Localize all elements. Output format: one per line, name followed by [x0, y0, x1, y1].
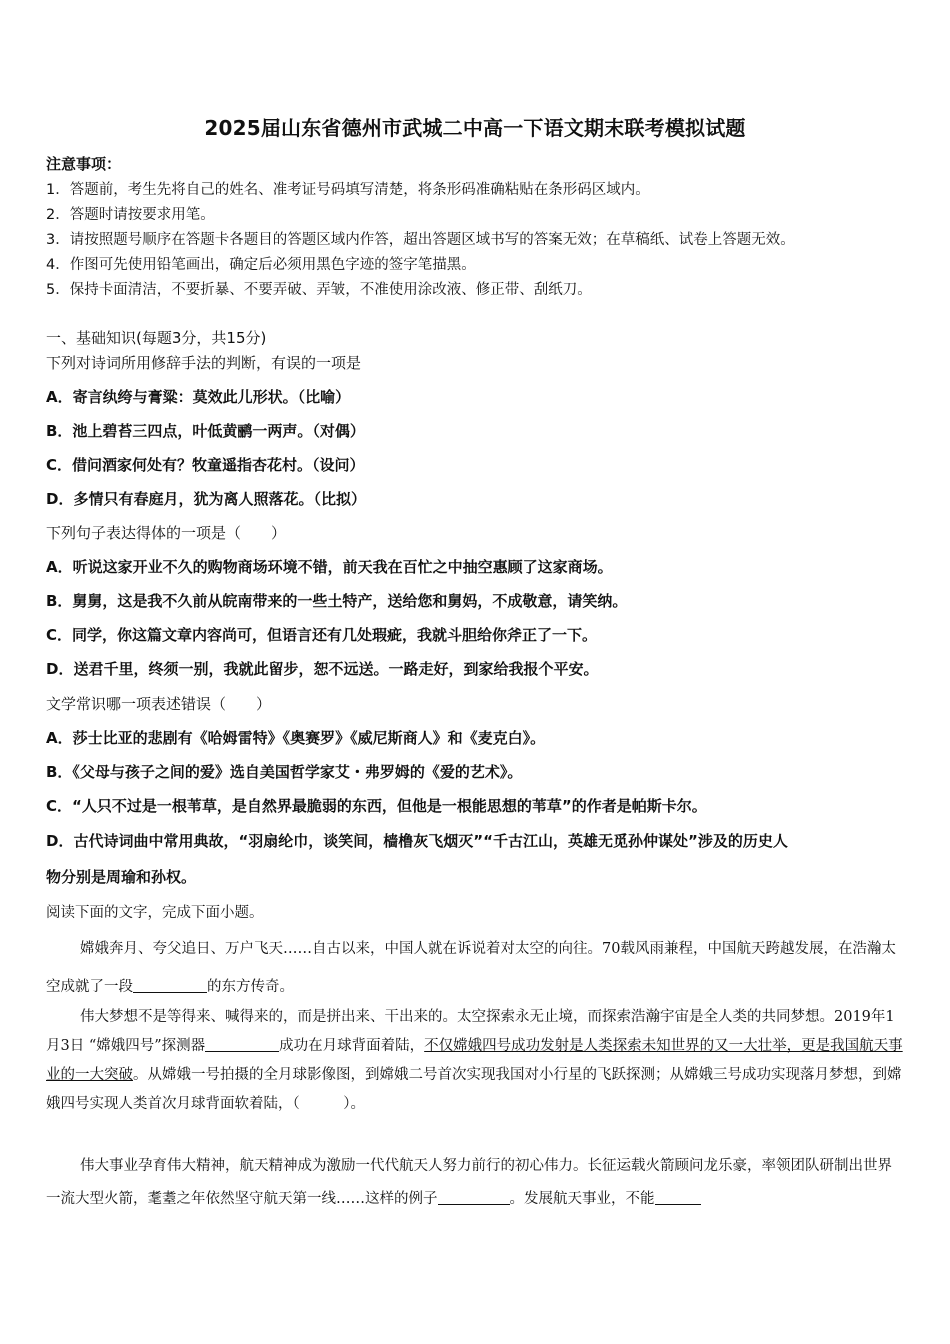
passage-paragraph [46, 930, 906, 1006]
option-c: C．“人只不过是一根苇草，是自然界最脆弱的东西，但他是一根能思想的苇草”的作者是帕斯卡尔。 [46, 797, 707, 815]
option-b: B．池上碧苔三四点，叶低黄鹂一两声。（对偶） [46, 422, 365, 440]
option-d: D．送君千里，终须一别，我就此留步，恕不远送。一路走好，到家给我报个平安。 [46, 660, 599, 678]
section-heading: 一、基础知识(每题3分，共15分) [46, 329, 267, 347]
notice-item: 1．答题前，考生先将自己的姓名、准考证号码填写清楚，将条形码准确粘贴在条形码区域内。 [46, 182, 650, 198]
passage-paragraph [46, 1003, 906, 1119]
option-a: A．寄言纨绔与膏粱：莫效此儿形状。（比喻） [46, 388, 351, 406]
option-b: B．《父母与孩子之间的爱》选自美国哲学家艾・弗罗姆的《爱的艺术》。 [46, 763, 523, 781]
fill-in-blank [655, 1190, 701, 1205]
notice-item: 3．请按照题号顺序在答题卡各题目的答题区域内作答，超出答题区域书写的答案无效；在草稿纸、试卷上答题无效。 [46, 232, 795, 248]
option-c: C．借问酒家何处有？牧童遥指杏花村。（设问） [46, 456, 365, 474]
passage-text: 嫦娥奔月、夸父追日、万户飞天……自古以来，中国人就在诉说着对太空的向往。70载风雨兼程，中国航天跨越发展，在浩瀚太空成就了一段 [46, 941, 896, 995]
question-stem: 下列句子表达得体的一项是（ ） [46, 524, 287, 542]
passage-text: 伟大事业孕育伟大精神，航天精神成为激励一代代航天人努力前行的初心伟力。长征运载火箭顾问龙乐豪，率领团队研制出世界一流大型火箭，耄耋之年依然坚守航天第一线……这样的例子 [46, 1158, 892, 1207]
underlined-sentence: 不仅嫦娥四号成功发射是人类探索未知世界的又一大壮举，更是我国航天事业的一大突破 [46, 1038, 903, 1083]
notice-item: 2．答题时请按要求用笔。 [46, 207, 215, 223]
reading-instruction: 阅读下面的文字，完成下面小题。 [46, 905, 264, 921]
passage-text: 。发展航天事业，不能 [509, 1191, 655, 1207]
passage-text: 的东方传奇。 [207, 979, 294, 995]
option-a: A．莎士比亚的悲剧有《哈姆雷特》《奥赛罗》《威尼斯商人》和《麦克白》。 [46, 729, 546, 747]
option-c: C．同学，你这篇文章内容尚可，但语言还有几处瑕疵，我就斗胆给你斧正了一下。 [46, 626, 598, 644]
fill-in-blank [133, 978, 207, 993]
passage-paragraph [46, 1150, 906, 1216]
question-stem: 下列对诗词所用修辞手法的判断，有误的一项是 [46, 354, 362, 372]
fill-in-blank [438, 1190, 510, 1205]
passage-text: 。从嫦娥一号拍摄的全月球影像图，到嫦娥二号首次实现我国对小行星的飞跃探测；从嫦娥三号成功实现落月梦想，到嫦娥四号实现人类首次月球背面软着陆，（ ）。 [46, 1067, 902, 1112]
notice-item: 5．保持卡面清洁，不要折暴、不要弄破、弄皱，不准使用涂改液、修正带、刮纸刀。 [46, 282, 592, 298]
notice-item: 4．作图可先使用铅笔画出，确定后必须用黑色字迹的签字笔描黑。 [46, 257, 476, 273]
fill-in-blank [205, 1037, 279, 1052]
question-stem: 文学常识哪一项表述错误（ ） [46, 695, 272, 713]
passage-text: 伟大梦想不是等得来、喊得来的，而是拼出来、干出来的。太空探索永无止境，而探索浩瀚宇宙是全人类的共同梦想。2019年1月3日 “嫦娥四号”探测器 [46, 1009, 895, 1054]
option-d: D．多情只有春庭月，犹为离人照落花。（比拟） [46, 490, 366, 508]
notice-heading: 注意事项： [46, 155, 122, 173]
passage-text: 成功在月球背面着陆， [279, 1038, 425, 1054]
option-d: D．古代诗词曲中常用典故，“羽扇纶巾，谈笑间，樯橹灰飞烟灭”“千古江山，英雄无觅孙仲谋处”涉及的历史人 [46, 832, 788, 850]
document-title: 2025届山东省德州市武城二中高一下语文期末联考模拟试题 [204, 116, 746, 140]
option-d-continued: 物分别是周瑜和孙权。 [46, 868, 197, 886]
option-b: B．舅舅，这是我不久前从皖南带来的一些土特产，送给您和舅妈，不成敬意，请笑纳。 [46, 592, 628, 610]
option-a: A．听说这家开业不久的购物商场环境不错，前天我在百忙之中抽空惠顾了这家商场。 [46, 558, 613, 576]
